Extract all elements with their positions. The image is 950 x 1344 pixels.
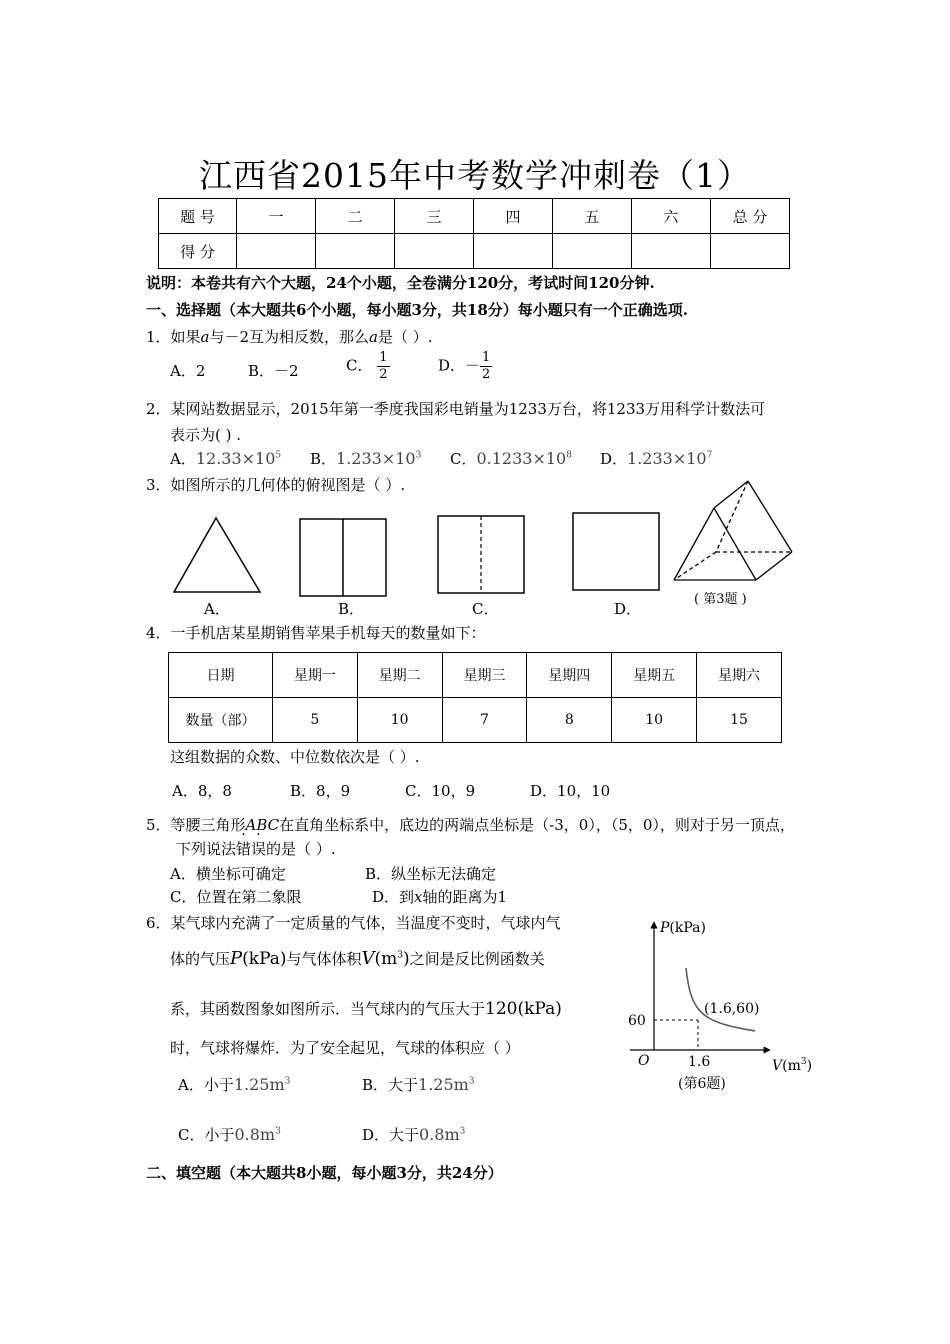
q4-question: 这组数据的众数、中位数依次是（ ）.	[170, 748, 420, 766]
q6-unit: )	[403, 949, 410, 969]
sci-exp: 8	[566, 450, 572, 461]
sales-header-cell: 日期	[169, 653, 273, 698]
q6-option-label: C．小于	[178, 1126, 235, 1144]
q6-y-tick: 60	[628, 1013, 646, 1029]
sales-header-cell: 星期五	[612, 653, 697, 698]
q6-option-exp: 3	[459, 1126, 466, 1137]
q5-option-b: B．纵坐标无法确定	[365, 865, 497, 883]
q1-var: a	[200, 328, 210, 346]
q6-option-value	[418, 1075, 475, 1094]
q6-option-b	[362, 1074, 475, 1095]
q1-text: 1．如果	[146, 328, 201, 346]
q2-option-label: D．	[600, 450, 628, 468]
sci-base: 12.33×10	[195, 449, 276, 468]
fraction-numerator: 1	[379, 350, 388, 365]
q6-var-p: P	[230, 948, 243, 969]
q6-text: 之间是反比例函数关	[409, 950, 545, 968]
sales-value-cell: 7	[442, 698, 527, 743]
question-5-line-2	[176, 838, 336, 859]
sales-value-cell: 10	[357, 698, 442, 743]
sci-exp: 7	[706, 450, 713, 461]
sales-value-row	[169, 698, 782, 743]
page-title: 江西省2015年中考数学冲刺卷（1）	[199, 156, 751, 195]
q5-text: 下列说法	[176, 840, 237, 858]
q6-text: 与气体体积	[286, 950, 362, 968]
q6-pressure-value: 120(kPa)	[485, 999, 562, 1019]
q5-option-a: A．横坐标可确定	[170, 865, 286, 883]
exam-note: 说明：本卷共有六个大题，24个小题，全卷满分120分，考试时间120分钟.	[146, 274, 655, 292]
q3-label-d: D．	[614, 600, 642, 618]
q5-option-c: C．位置在第二象限	[170, 888, 302, 906]
sci-base: 1.233×10	[627, 449, 707, 468]
q6-unit: (kPa)	[242, 949, 287, 969]
q2-option-label: A．	[170, 450, 196, 468]
q6-option-label: B．大于	[362, 1076, 419, 1094]
q5-text: 在直角坐标系中，底边的两端点坐标是（-3，0），（5，0），则对于另一顶点，	[279, 816, 795, 834]
score-cell: 总 分	[710, 199, 789, 234]
q5-emphasis: 误	[251, 840, 267, 858]
q6-text: 系，其函数图象如图所示．当气球内的气压大于	[170, 1000, 486, 1018]
q6-option-label: A．小于	[178, 1076, 234, 1094]
q1-text: 与－2互为相反数，那么	[209, 328, 370, 346]
q6-option-base: 1.25m	[233, 1075, 285, 1094]
q5-axis-var: x	[414, 888, 423, 906]
q3-caption: ( 第3题 )	[694, 592, 747, 607]
q6-x-label: $V(m^3)$	[772, 1057, 813, 1074]
q6-x-tick: 1.6	[688, 1054, 711, 1070]
q3-label-c: C．	[472, 600, 499, 618]
q1-text: 是（ ）.	[378, 328, 433, 346]
q6-origin-label: O	[638, 1053, 650, 1069]
score-cell: 五	[552, 199, 631, 234]
q3-prism-figure	[674, 481, 792, 580]
sales-header-cell: 星期三	[442, 653, 527, 698]
sci-base: 1.233×10	[336, 449, 416, 468]
q1-var: a	[369, 328, 378, 346]
fraction-denominator: 2	[379, 367, 388, 382]
sales-value-cell: 5	[272, 698, 357, 743]
q4-option-a: A．8，8	[172, 782, 232, 800]
q3-label-b: B．	[338, 600, 365, 618]
q1-option-a: A．2	[170, 362, 206, 380]
q5-text: 轴的距离为1	[422, 888, 508, 906]
score-cell: 二	[315, 199, 394, 234]
q3-figures	[0, 0, 950, 620]
q5-emphasis: 错	[236, 840, 252, 858]
sales-header-cell: 星期一	[272, 653, 357, 698]
q6-graph	[620, 910, 820, 1100]
q3-label-a: A．	[204, 600, 230, 618]
q4-option-b: B．8，9	[290, 782, 351, 800]
question-6-line-2	[170, 948, 545, 969]
q6-var-v: V	[361, 948, 375, 969]
sci-exp: 5	[275, 450, 282, 461]
q6-option-base: 0.8m	[419, 1125, 460, 1144]
fraction-numerator: 1	[482, 350, 491, 365]
q6-caption: (第6题)	[678, 1076, 726, 1092]
question-6-line-1: 6．某气球内充满了一定质量的气体，当温度不变时，气球内气	[146, 914, 561, 932]
q1-option-d-label: D．－	[438, 356, 481, 375]
q5-text: D．到	[372, 888, 415, 906]
q6-y-label: P(kPa)	[660, 920, 706, 936]
question-6-line-3	[170, 998, 562, 1019]
score-cell: 三	[394, 199, 473, 234]
q5-option-d	[372, 886, 507, 907]
sci-exp: 3	[415, 450, 422, 461]
q6-option-c	[178, 1124, 281, 1145]
score-cell: 一	[237, 199, 316, 234]
question-4: 4．一手机店某星期销售苹果手机每天的数量如下：	[146, 624, 486, 642]
q6-option-base: 0.8m	[234, 1125, 276, 1144]
q6-option-exp: 3	[284, 1076, 291, 1087]
fraction-denominator: 2	[482, 367, 491, 382]
q4-option-d: D．10，10	[530, 782, 611, 800]
sales-header-cell: 星期四	[527, 653, 612, 698]
sales-header-cell: 星期二	[357, 653, 442, 698]
question-6-line-4: 时，气球将爆炸．为了安全起见，气球的体积应（ ）	[170, 1039, 520, 1057]
q1-option-b: B．－2	[248, 362, 299, 380]
score-cell: 六	[631, 199, 710, 234]
q5-triangle-name: ABC	[245, 816, 280, 834]
sales-value-cell: 8	[527, 698, 612, 743]
sci-base: 0.1233×10	[476, 449, 567, 468]
sales-header-cell: 星期六	[697, 653, 782, 698]
score-cell: 得 分	[159, 234, 237, 269]
q6-option-label: D．大于	[362, 1126, 420, 1144]
question-2-line-1: 2．某网站数据显示，2015年第一季度我国彩电销量为1233万台，将1233万用科学计数法可	[146, 400, 766, 418]
q2-option-label: B．	[310, 450, 337, 468]
question-3: 3．如图所示的几何体的俯视图是（ ）.	[146, 476, 406, 494]
q6-option-a	[178, 1074, 290, 1095]
q6-option-value	[234, 1125, 280, 1144]
q6-option-value	[419, 1125, 465, 1144]
sales-value-cell: 15	[697, 698, 782, 743]
q6-curve	[686, 968, 755, 1031]
sales-value-cell: 10	[612, 698, 697, 743]
q6-option-d	[362, 1124, 465, 1145]
section-1-heading: 一、选择题（本大题共6个小题，每小题3分，共18分）每小题只有一个正确选项.	[146, 301, 688, 319]
q2-option-label: C．	[450, 450, 477, 468]
question-2-line-2: 表示为( ) .	[170, 426, 242, 444]
sales-row-label: 数量（部）	[169, 698, 273, 743]
section-2-heading: 二、填空题（本大题共8小题，每小题3分，共24分）	[146, 1164, 503, 1182]
q5-text: 5．等腰三角形	[146, 816, 246, 834]
q3-square-option	[573, 513, 659, 590]
q6-option-exp: 3	[275, 1126, 281, 1137]
q6-unit-exp: 3	[397, 950, 404, 961]
sales-header-row	[169, 653, 782, 698]
score-cell: 题 号	[159, 199, 237, 234]
q6-option-exp: 3	[468, 1076, 475, 1087]
q3-triangle-option	[174, 518, 260, 592]
sales-table	[168, 652, 782, 743]
q5-text: 的是（ ）.	[266, 840, 336, 858]
q1-option-c-label: C．	[346, 356, 373, 375]
q6-text: 体的气压	[170, 950, 231, 968]
q6-option-base: 1.25m	[418, 1075, 469, 1094]
q6-point-label: (1.6,60)	[704, 1001, 760, 1017]
score-cell: 四	[473, 199, 552, 234]
q6-option-value	[234, 1075, 291, 1094]
q6-unit: (m	[374, 949, 398, 969]
q4-option-c: C．10，9	[405, 782, 476, 800]
